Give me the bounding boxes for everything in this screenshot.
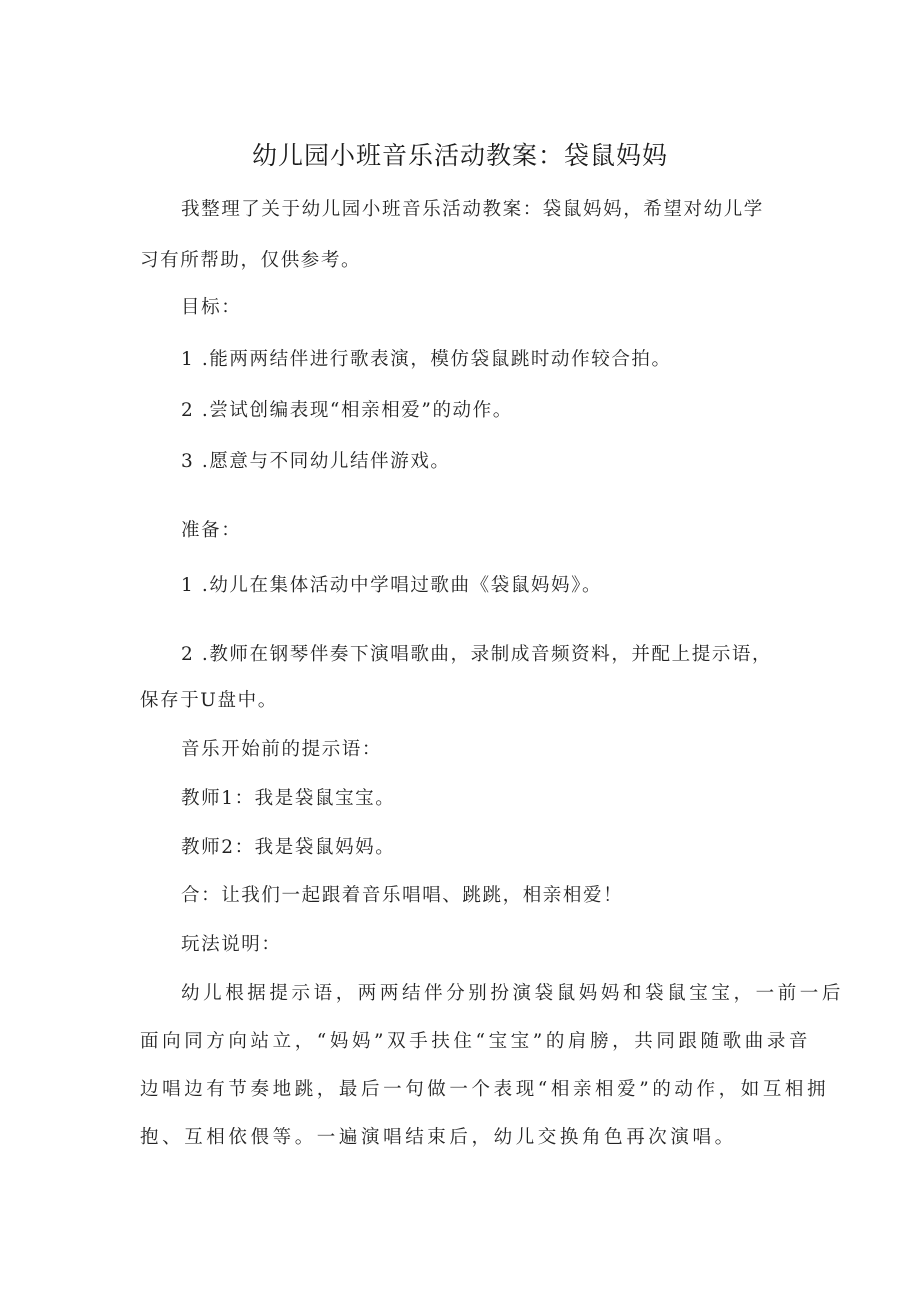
- prompt-teacher-1: 教师1：我是袋鼠宝宝。: [181, 788, 396, 809]
- prep-item-1: 1 .幼儿在集体活动中学唱过歌曲《袋鼠妈妈》。: [181, 575, 603, 596]
- play-text-line-4: 抱、互相依偎等。一遍演唱结束后，幼儿交换角色再次演唱。: [140, 1127, 737, 1148]
- intro-line-1: 我整理了关于幼儿园小班音乐活动教案：袋鼠妈妈，希望对幼儿学: [181, 199, 764, 220]
- goal-item-1: 1 .能两两结伴进行歌表演，模仿袋鼠跳时动作较合拍。: [181, 349, 672, 370]
- prompt-together: 合：让我们一起跟着音乐唱唱、跳跳，相亲相爱！: [181, 885, 624, 906]
- prompts-heading: 音乐开始前的提示语：: [181, 739, 383, 760]
- play-text-line-2: 面向同方向站立，“妈妈”双手扶住“宝宝”的肩膀，共同跟随歌曲录音: [140, 1031, 812, 1052]
- prep-item-2-line-2: 保存于U盘中。: [140, 690, 278, 711]
- play-heading: 玩法说明：: [181, 934, 282, 955]
- play-text-line-3: 边唱边有节奏地跳，最后一句做一个表现“相亲相爱”的动作，如互相拥: [140, 1079, 830, 1100]
- goal-item-2: 2 .尝试创编表现“相亲相爱”的动作。: [181, 400, 513, 421]
- goal-item-3: 3 .愿意与不同幼儿结伴游戏。: [181, 451, 451, 472]
- goals-heading: 目标：: [181, 297, 242, 318]
- prompt-teacher-2: 教师2：我是袋鼠妈妈。: [181, 837, 396, 858]
- intro-line-2: 习有所帮助，仅供参考。: [140, 250, 362, 271]
- prep-item-2-line-1: 2 .教师在钢琴伴奏下演唱歌曲，录制成音频资料，并配上提示语，: [181, 644, 773, 665]
- play-text-line-1: 幼儿根据提示语，两两结伴分别扮演袋鼠妈妈和袋鼠宝宝，一前一后: [181, 983, 845, 1004]
- prep-heading: 准备：: [181, 520, 242, 541]
- document-title: 幼儿园小班音乐活动教案：袋鼠妈妈: [251, 141, 668, 170]
